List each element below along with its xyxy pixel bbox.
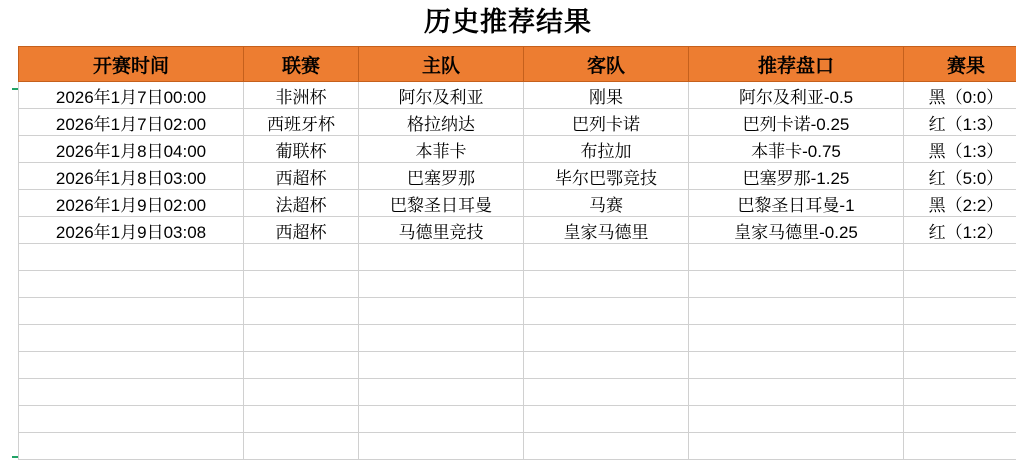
table-row[interactable] (19, 190, 1016, 217)
empty-cell (244, 325, 359, 352)
cell-home: 巴塞罗那 (359, 163, 524, 190)
cell-home: 马德里竞技 (359, 217, 524, 244)
cell-pick: 阿尔及利亚-0.5 (689, 82, 904, 109)
cell-time: 2026年1月9日02:00 (19, 190, 244, 217)
cell-result: 黑（1:3） (904, 136, 1016, 163)
cell-league: 非洲杯 (244, 82, 359, 109)
table-row[interactable] (19, 82, 1016, 109)
table-row[interactable] (19, 217, 1016, 244)
cell-home: 本菲卡 (359, 136, 524, 163)
empty-table-row[interactable] (19, 298, 1016, 325)
empty-cell (244, 433, 359, 460)
cell-away: 布拉加 (524, 136, 689, 163)
cell-league: 西超杯 (244, 163, 359, 190)
empty-cell (359, 271, 524, 298)
empty-cell (244, 271, 359, 298)
empty-cell (689, 406, 904, 433)
cell-away: 马赛 (524, 190, 689, 217)
empty-cell (19, 271, 244, 298)
empty-cell (689, 271, 904, 298)
cell-home: 阿尔及利亚 (359, 82, 524, 109)
empty-cell (359, 244, 524, 271)
cell-pick: 巴列卡诺-0.25 (689, 109, 904, 136)
results-table-container (18, 46, 1004, 460)
empty-cell (19, 298, 244, 325)
table-body (19, 82, 1016, 460)
empty-cell (19, 244, 244, 271)
empty-cell (904, 271, 1016, 298)
column-header-result: 赛果 (904, 47, 1016, 82)
cell-pick: 本菲卡-0.75 (689, 136, 904, 163)
table-row[interactable] (19, 163, 1016, 190)
empty-cell (524, 433, 689, 460)
empty-cell (689, 325, 904, 352)
empty-cell (19, 406, 244, 433)
empty-cell (19, 325, 244, 352)
empty-table-row[interactable] (19, 271, 1016, 298)
cell-league: 西超杯 (244, 217, 359, 244)
empty-cell (359, 352, 524, 379)
cell-time: 2026年1月7日02:00 (19, 109, 244, 136)
cell-result: 红（1:2） (904, 217, 1016, 244)
empty-cell (689, 433, 904, 460)
empty-cell (244, 298, 359, 325)
table-header (19, 47, 1016, 82)
empty-cell (524, 379, 689, 406)
column-header-league: 联赛 (244, 47, 359, 82)
cell-away: 皇家马德里 (524, 217, 689, 244)
empty-cell (689, 298, 904, 325)
empty-cell (524, 406, 689, 433)
empty-cell (524, 298, 689, 325)
empty-table-row[interactable] (19, 325, 1016, 352)
empty-cell (19, 352, 244, 379)
empty-cell (359, 433, 524, 460)
empty-cell (904, 298, 1016, 325)
table-row[interactable] (19, 136, 1016, 163)
empty-cell (359, 406, 524, 433)
empty-cell (524, 271, 689, 298)
empty-table-row[interactable] (19, 379, 1016, 406)
empty-cell (19, 433, 244, 460)
cell-time: 2026年1月8日03:00 (19, 163, 244, 190)
empty-cell (359, 325, 524, 352)
empty-cell (244, 352, 359, 379)
empty-cell (904, 379, 1016, 406)
empty-cell (904, 433, 1016, 460)
empty-cell (689, 352, 904, 379)
cell-league: 西班牙杯 (244, 109, 359, 136)
column-header-home: 主队 (359, 47, 524, 82)
empty-cell (904, 244, 1016, 271)
cell-pick: 巴塞罗那-1.25 (689, 163, 904, 190)
column-header-time: 开赛时间 (19, 47, 244, 82)
table-header-row (19, 47, 1016, 82)
cell-home: 格拉纳达 (359, 109, 524, 136)
empty-cell (244, 379, 359, 406)
cell-league: 法超杯 (244, 190, 359, 217)
empty-cell (524, 244, 689, 271)
empty-cell (19, 379, 244, 406)
cell-pick: 皇家马德里-0.25 (689, 217, 904, 244)
cell-away: 刚果 (524, 82, 689, 109)
empty-cell (524, 325, 689, 352)
cell-result: 黑（0:0） (904, 82, 1016, 109)
cell-result: 黑（2:2） (904, 190, 1016, 217)
empty-cell (359, 298, 524, 325)
cell-time: 2026年1月8日04:00 (19, 136, 244, 163)
empty-cell (689, 379, 904, 406)
cell-time: 2026年1月9日03:08 (19, 217, 244, 244)
cell-result: 红（1:3） (904, 109, 1016, 136)
empty-table-row[interactable] (19, 406, 1016, 433)
column-header-pick: 推荐盘口 (689, 47, 904, 82)
cell-home: 巴黎圣日耳曼 (359, 190, 524, 217)
empty-cell (244, 406, 359, 433)
empty-table-row[interactable] (19, 352, 1016, 379)
empty-table-row[interactable] (19, 244, 1016, 271)
column-header-away: 客队 (524, 47, 689, 82)
page-title: 历史推荐结果 (424, 7, 592, 37)
cell-away: 毕尔巴鄂竞技 (524, 163, 689, 190)
cell-league: 葡联杯 (244, 136, 359, 163)
empty-cell (524, 352, 689, 379)
empty-cell (904, 352, 1016, 379)
empty-cell (359, 379, 524, 406)
empty-table-row[interactable] (19, 433, 1016, 460)
cell-away: 巴列卡诺 (524, 109, 689, 136)
empty-cell (904, 406, 1016, 433)
cell-pick: 巴黎圣日耳曼-1 (689, 190, 904, 217)
empty-cell (689, 244, 904, 271)
history-results-table (18, 46, 1016, 460)
cell-time: 2026年1月7日00:00 (19, 82, 244, 109)
cell-result: 红（5:0） (904, 163, 1016, 190)
table-row[interactable] (19, 109, 1016, 136)
empty-cell (244, 244, 359, 271)
empty-cell (904, 325, 1016, 352)
